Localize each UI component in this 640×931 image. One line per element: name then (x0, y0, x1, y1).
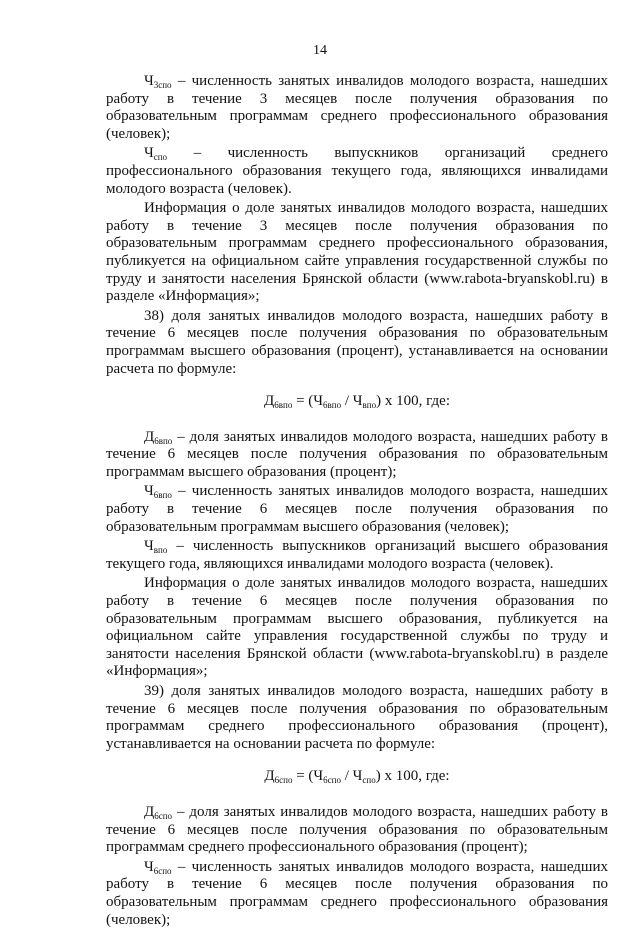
symbol-subscript: 6впо (154, 435, 173, 446)
formula-tail: ) x 100, где: (375, 768, 450, 785)
symbol-subscript: спо (153, 152, 168, 163)
symbol-subscript: 3спо (153, 80, 172, 90)
formula-symbol: Ч (313, 393, 324, 410)
definition-text: – доля занятых инвалидов молодого возраста, нашедших работу в течение 6 месяцев после получения образования по образовательным программам среднего профессионального образования (процент); (106, 803, 608, 856)
formula-subscript: 6впо (274, 400, 293, 411)
symbol: Ч (144, 858, 154, 875)
formula-subscript: 6впо (323, 400, 342, 411)
formula-operator: = ( (292, 393, 314, 410)
formula-operator: = ( (292, 768, 314, 785)
symbol: Ч (144, 145, 154, 162)
symbol: Д (144, 803, 155, 820)
formula-subscript: 6спо (323, 775, 341, 786)
definition-text: – численность занятых инвалидов молодого возраста, нашедших работу в течение 6 месяцев после получения образования по образовательным программам среднего профессионального образования (человек); (106, 858, 608, 928)
formula-subscript: 6спо (274, 775, 293, 786)
definition-ch6vpo (106, 483, 608, 536)
symbol: Ч (144, 483, 154, 500)
info-paragraph-vpo: Информация о доле занятых инвалидов молодого возраста, нашедших работу в течение 6 месяцев после получения образования по образовательным программам высшего образования, публикуется на официальном сайте управления государственной службы по труду и занятости населения Брянской области (www.rabota-bryanskobl.ru) в разделе «Информация»; (106, 575, 608, 680)
formula-subscript: впо (362, 400, 377, 411)
definition-ch6spo (106, 859, 608, 929)
definition-chvpo (106, 538, 608, 573)
formula-symbol: Ч (352, 768, 363, 785)
page-number: 14 (313, 43, 327, 58)
symbol-subscript: 6спо (154, 810, 173, 821)
definition-text: – численность выпускников организаций среднего профессионального образования текущего года, являющихся инвалидами молодого возраста (человек). (106, 145, 608, 197)
formula-symbol: Ч (313, 768, 324, 785)
info-paragraph-3-months: Информация о доле занятых инвалидов молодого возраста, нашедших работу в течение 3 месяцев после получения образования по образовательным программам среднего профессионального образования, публикуется на официальном сайте управления государственной службы по труду и занятости населения Брянской области (www.rabota-bryanskobl.ru) в разделе «Информация»; (106, 200, 608, 305)
document-body (106, 73, 608, 931)
formula-symbol: Д (264, 768, 275, 785)
definition-chspo (106, 145, 608, 198)
definition-text: – численность занятых инвалидов молодого возраста, нашедших работу в течение 6 месяцев после получения образования по образовательным программам высшего образования (человек); (106, 483, 608, 535)
definition-text: – численность выпускников организаций высшего образования текущего года, являющихся инвалидами молодого возраста (человек). (106, 538, 608, 572)
definition-text: – численность занятых инвалидов молодого возраста, нашедших работу в течение 3 месяцев после получения образования по образовательным программам среднего профессионального образования (человек); (106, 73, 608, 142)
symbol-subscript: 6спо (153, 865, 172, 876)
item-38-paragraph: 38) доля занятых инвалидов молодого возраста, нашедших работу в течение 6 месяцев после получения образования по образовательным программам высшего образования (процент), устанавливается на основании расчета по формуле: (106, 307, 608, 377)
symbol: Ч (144, 73, 154, 89)
symbol-subscript: впо (153, 545, 168, 556)
formula-d6spo (106, 768, 608, 786)
symbol: Ч (144, 538, 154, 555)
formula-operator: / (341, 393, 353, 410)
formula-subscript: спо (362, 775, 376, 786)
item-39-paragraph: 39) доля занятых инвалидов молодого возраста, нашедших работу в течение 6 месяцев после получения образования по образовательным программам среднего профессионального образования (процент), устанавливается на основании расчета по формуле: (106, 683, 608, 752)
formula-d6vpo (106, 393, 608, 411)
definition-d6spo (106, 804, 608, 857)
definition-ch3spo (106, 73, 608, 143)
symbol-subscript: 6впо (153, 490, 172, 501)
formula-operator: / (340, 768, 353, 785)
definition-d6vpo (106, 429, 608, 482)
definition-text: – доля занятых инвалидов молодого возраста, нашедших работу в течение 6 месяцев после получения образования по образовательным программам высшего образования (процент); (106, 428, 608, 480)
formula-symbol: Ч (352, 393, 363, 410)
symbol: Д (144, 428, 155, 445)
formula-tail: ) x 100, где: (376, 393, 450, 410)
formula-symbol: Д (264, 393, 275, 410)
